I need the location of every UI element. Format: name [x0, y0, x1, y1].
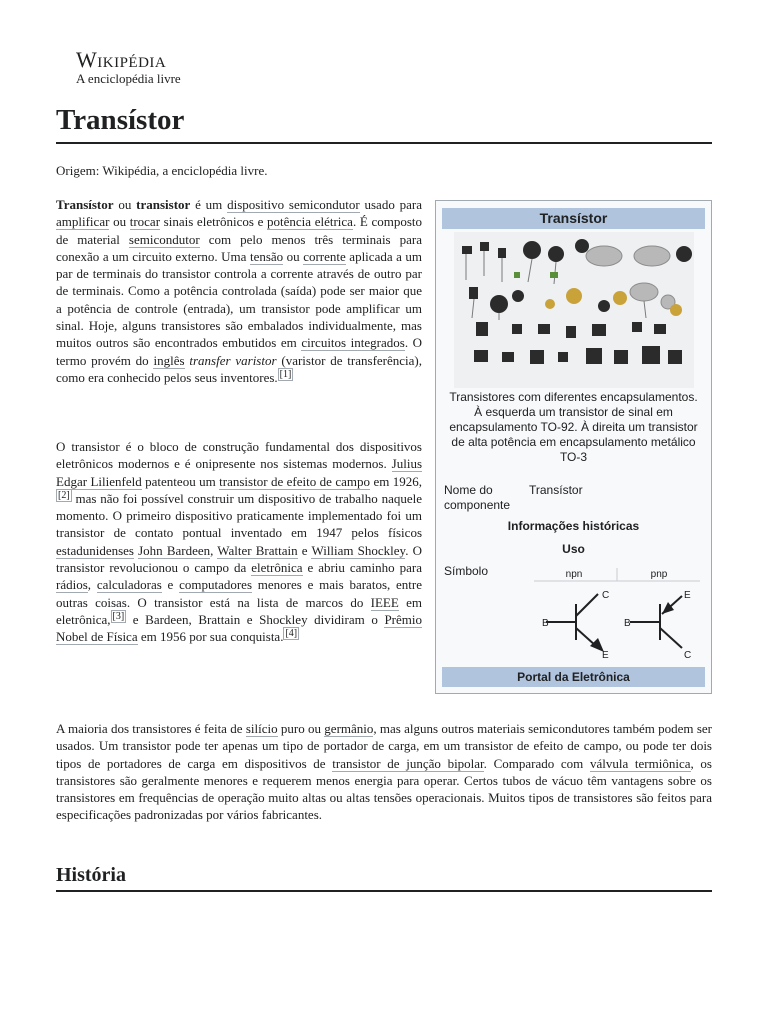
pnp-label: pnp — [650, 569, 668, 580]
wiki-link[interactable]: Julius Edgar Lilienfeld — [56, 456, 422, 489]
wiki-link[interactable]: germânio — [324, 721, 374, 736]
wiki-link[interactable]: semicondutor — [128, 231, 200, 247]
section-heading-historia: História — [56, 861, 712, 892]
reference-superscript — [111, 610, 127, 623]
pnp-pin-e: E — [684, 590, 691, 601]
pnp-pin-c: C — [684, 650, 692, 661]
npn-pin-b: B — [542, 618, 549, 629]
wiki-link[interactable]: amplificar — [56, 214, 110, 230]
portal-link[interactable]: Portal da Eletrônica — [442, 667, 705, 687]
infobox — [435, 200, 712, 694]
wiki-link[interactable]: dispositivo semicondutor — [227, 197, 360, 212]
component-name-label: Nome do componente — [444, 483, 511, 512]
pnp-pin-b: B — [624, 618, 631, 629]
wiki-link[interactable]: silício — [245, 721, 278, 736]
wiki-link[interactable]: circuitos integrados — [301, 335, 405, 351]
wiki-link[interactable]: inglês — [153, 352, 185, 368]
reference-superscript — [56, 489, 72, 502]
transistors-photo[interactable] — [454, 232, 694, 388]
reference-superscript — [283, 627, 299, 640]
infobox-title: Transístor — [442, 208, 705, 229]
history-header: Informações históricas — [507, 519, 640, 533]
body-paragraph-3: A maioria dos transistores é feita de silício puro ou germânio, mas alguns outros materiais semicondutores também podem ser usados. Um transistor pode ter apenas um tipo de portador de carga, em um transistor de efeito de campo, ou pode ter dois tipos de portadores de carga em dispositivos de transistor de junção bipolar. Comparado com válvula termiônica, os transistores são geralmente menores e requerem menos energia para operar. Certos tubos de vácuo têm vantagens sobre os transistores em frequências de operação muito altas ou altas tensões operacionais. Muitos tipos de transistores são feitos para especificações padronizadas por vários fabricantes. — [56, 721, 712, 823]
reference-link[interactable]: [2] — [58, 489, 70, 501]
logo-tagline: A enciclopédia livre — [76, 71, 181, 86]
intro-paragraph-2: O transistor é o bloco de construção fundamental dos dispositivos eletrônicos modernos e é onipresente nos sistemas modernos. Julius Edgar Lilienfeld patenteou um transistor de efeito de campo em 1926,[2] mas não foi possível construir um dispositivo de trabalho naquele momento. O primeiro dispositivo praticamente implementado foi um transistor de contato pontual inventado em 1947 pelos físicos estadunidenses John Bardeen, Walter Brattain e William Shockley. O transistor revolucionou o campo da eletrônica e abriu caminho para rádios, calculadoras e computadores menores e mais baratos, entre outras coisas. O transistor está na lista de marcos do IEEE em eletrônica, [3] e Bardeen, Brattain e Shockley dividiram o Prêmio Nobel de Física em 1956 por sua conquista. [4] — [56, 439, 422, 645]
pnp-symbol — [630, 596, 682, 648]
wiki-link[interactable]: válvula termiônica — [589, 755, 691, 771]
logo-wordmark: Wikipédia — [76, 47, 167, 72]
npn-symbol — [546, 594, 598, 646]
bold-term: Transístor — [56, 197, 114, 212]
wiki-link[interactable]: transistor de junção bipolar — [332, 755, 484, 771]
wiki-link[interactable]: transistor de efeito de campo — [219, 473, 371, 489]
wiki-link[interactable]: potência elétrica — [267, 214, 353, 230]
reference-superscript — [278, 368, 294, 381]
npn-pin-c: C — [602, 590, 610, 601]
bold-term: transistor — [136, 197, 191, 212]
component-name-value: Transístor — [529, 483, 583, 497]
usage-header[interactable]: Uso — [562, 542, 585, 556]
photo-caption: Transistores com diferentes encapsulamentos. À esquerda um transistor de sinal em encapsulamento TO-92. À direita um transistor de alta potência em encapsulamento metálico TO-3 — [449, 390, 698, 464]
page-title: Transístor — [56, 102, 712, 144]
wiki-link[interactable]: John Bardeen — [138, 542, 211, 558]
wiki-link[interactable]: tensão — [249, 248, 284, 264]
wiki-link[interactable]: William Shockley — [311, 542, 406, 558]
wiki-link[interactable]: IEEE — [370, 594, 399, 610]
wiki-link[interactable]: calculadoras — [96, 577, 162, 593]
wiki-link[interactable]: Walter Brattain — [217, 542, 298, 558]
intro-paragraph-1: Transístor ou transistor é um dispositivo semicondutor usado para amplificar ou trocar sinais eletrônicos e potência elétrica. É composto de material semicondutor com pelo menos três terminais para conexão a um circuito externo. Uma tensão ou corrente aplicada a um par de terminais do transistor controla a corrente através de outro par de terminais. Como a potência controlada (saída) pode ser maior que a potência de controle (entrada), um transistor pode amplificar um sinal. Hoje, alguns transistores são embalados individualmente, mas muitos outros são encontrados embutidos em circuitos integrados. O termo provém do inglês transfer varistor (varistor de transferência), como era conhecido pelos seus inventores. [1] — [56, 197, 423, 385]
wiki-link[interactable]: Prêmio Nobel de Física — [56, 611, 422, 645]
reference-link[interactable]: [3] — [112, 610, 125, 622]
wikipedia-logo[interactable] — [76, 49, 181, 86]
italic-term: transfer varistor — [189, 352, 277, 368]
wiki-link[interactable]: trocar — [129, 214, 161, 230]
symbol-label: Símbolo — [444, 564, 489, 578]
npn-pin-e: E — [602, 650, 609, 661]
wiki-link[interactable]: eletrônica — [251, 560, 303, 576]
wiki-link[interactable]: estadunidenses — [56, 542, 134, 558]
wiki-link[interactable]: rádios — [56, 577, 88, 593]
transistor-symbols — [532, 566, 702, 661]
wiki-link[interactable]: corrente — [303, 248, 346, 264]
wiki-link[interactable]: computadores — [179, 577, 253, 593]
reference-link[interactable]: [1] — [279, 368, 292, 380]
npn-label: npn — [565, 569, 583, 580]
origin-note: Origem: Wikipédia, a enciclopédia livre. — [56, 163, 268, 178]
reference-link[interactable]: [4] — [285, 627, 298, 639]
